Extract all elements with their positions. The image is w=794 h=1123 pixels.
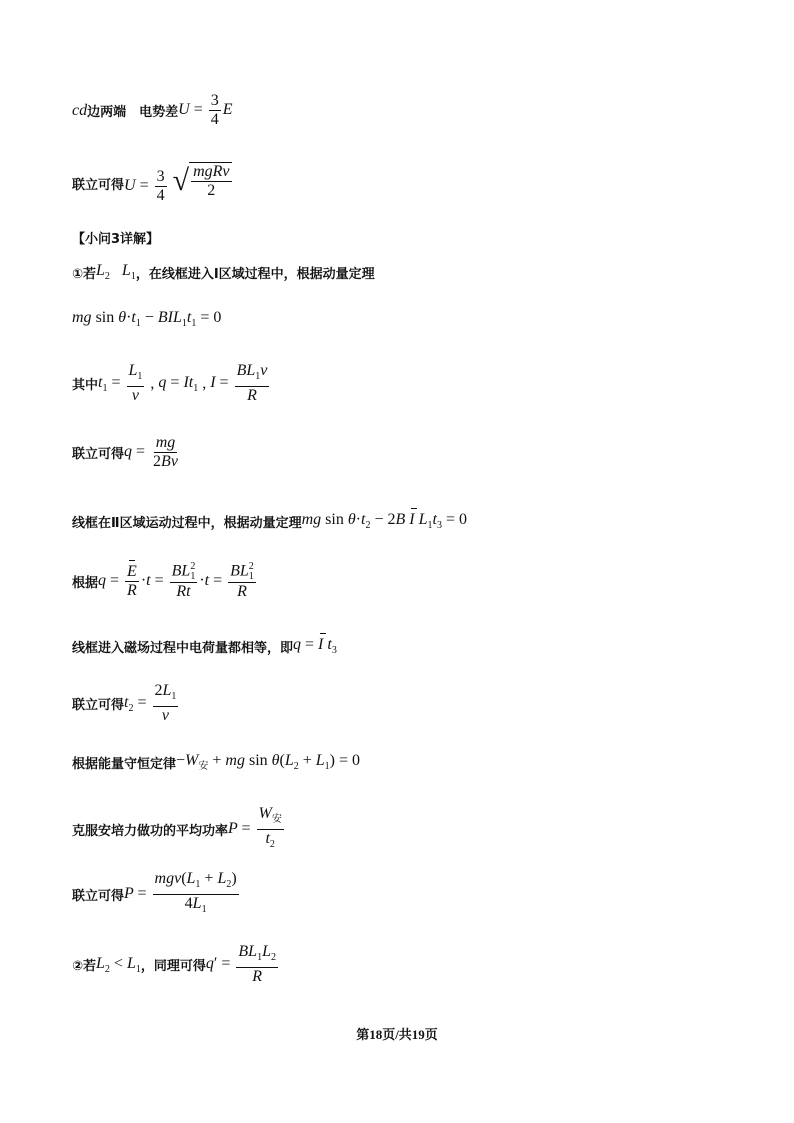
formula-i: I = $\frac{BL_1v}{R}$ [210,362,268,404]
combine-text: 联立可得 [72,447,125,462]
according-text: 根据 [72,576,99,591]
where-text: 其中 [72,378,99,393]
line-combine-t2 [72,682,180,725]
formula-p-w-t2: P = $\frac{W_安}{t_2}$ [228,805,282,850]
sub-an: 安 [271,814,282,825]
formula-q-mg-2bv: q = $\frac{mg}{2Bv}$ [124,434,178,470]
formula-momentum-2: mg $\sin \theta\cdot t_2 - 2B$ I $L_1t_3 = 0$ [301,511,467,531]
formula-momentum-1: mg $\sin \theta\cdot t_1 - BIL_1t_1 = 0$ [72,309,222,329]
formula-u-3-4-e: U = $\frac{3}{4}$ E [178,92,233,128]
cd-label: cd [72,101,88,119]
line-case-two [72,943,280,986]
case-one-text: ，在线框进入Ⅰ区域过程中，根据动量定理 [135,266,375,282]
formula-q-ebar: q = $\frac{E}{R}$ ·t = BL 2 1 Rt ·t = BL 2 1 R [98,561,254,600]
case-two-prefix: ②若 [72,959,97,974]
combine-text: 联立可得 [72,889,125,904]
formula-l2-l1: $L_2$ $L_1$ [96,262,136,282]
energy-text: 根据能量守恒定律 [72,756,177,772]
formula-q-prime: q′ = $\frac{BL_1L_2}{R}$ [205,943,276,985]
formula-q-ibar-t3: q = I $t_3$ [293,636,337,656]
sub-an: 安 [198,761,209,772]
line-according [72,562,258,601]
line-charge-equal [72,636,337,656]
case-two-text: ，同理可得 [140,959,206,974]
case-one-prefix: ①若 [72,266,97,282]
section-heading-text: 【小问3详解】 [72,232,160,247]
combine-text: 联立可得 [72,698,125,713]
power-text: 克服安培力做功的平均功率 [72,824,229,839]
formula-q-it: $q = It_1$ [158,373,199,394]
cd-voltage-text: 边两端 电势差 [87,105,179,120]
line-combine-u [72,162,232,205]
formula-t1: $t_1$ = $\frac{L_1}{v}$ [98,362,143,404]
line-momentum-1 [72,309,221,329]
formula-energy: $-W_安$ + mg $\sin \theta(L_2 + L_1) = 0$ [176,752,361,772]
line-combine-q [72,434,182,471]
formula-l2-lt-l1: $L_2 < L_1$ [96,954,141,975]
formula-u-sqrt: U = $\frac{3}{4}$ √ $\frac{\text{mgRv}}{2}$ [124,163,230,204]
line-energy [72,752,360,772]
combine-text: 联立可得 [72,177,125,193]
line-region-two [72,511,467,531]
section-heading [72,228,159,247]
line-cd-voltage [72,92,233,129]
line-case-one [72,262,375,282]
formula-p-final: P = $\frac{mgv(L_1 + L_2)}{4L_1}$ [124,870,237,915]
page-footer: 第18页/共19页 [356,1027,438,1042]
region-two-text: 线框在Ⅱ区域运动过程中，根据动量定理 [72,515,302,531]
line-combine-p [72,870,241,919]
line-where: 其中 $t_1$ = $\frac{L_1}{v}$ , $q = It_1$ , I = $\frac{BL_1v}{R}$ [72,362,271,405]
line-power [72,805,286,854]
charge-equal-text: 线框进入磁场过程中电荷量都相等，即 [72,640,294,656]
formula-t2: $t_2$ = $\frac{2L_1}{v}$ [124,682,177,724]
